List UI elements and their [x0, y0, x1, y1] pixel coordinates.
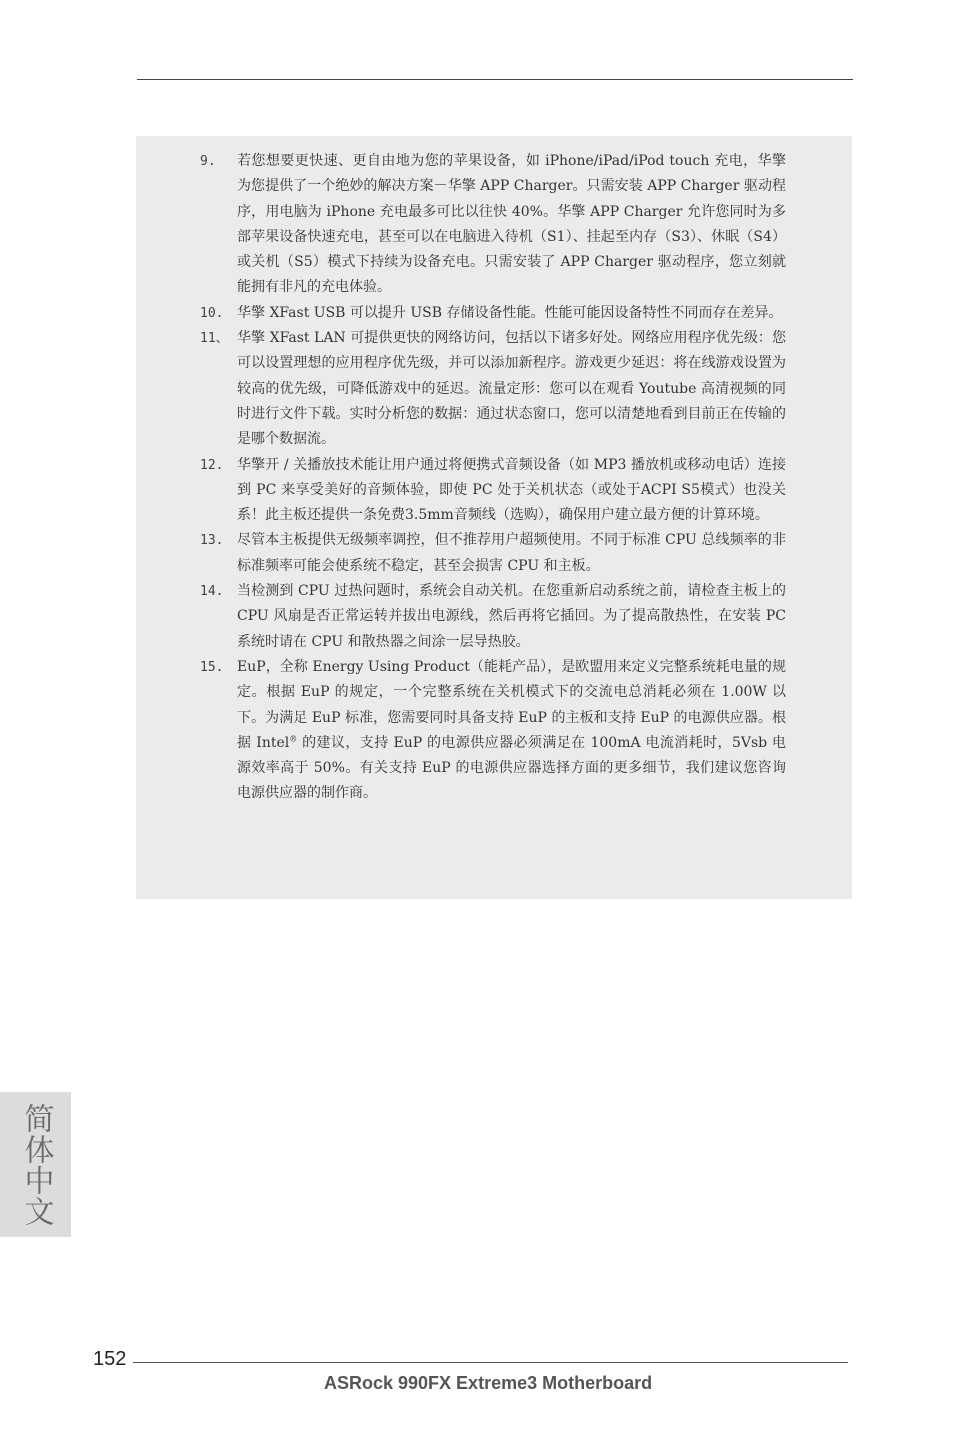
footer-title: ASRock 990FX Extreme3 Motherboard — [324, 1373, 653, 1393]
footer-rule — [133, 1362, 848, 1363]
note-number: 9. — [200, 154, 216, 169]
note-text: 尽管本主板提供无级频率调控，但不推荐用户超频使用。不同于标准 CPU 总线频率的非标准频率可能会使系统不稳定，甚至会损害 CPU 和主板。 — [237, 532, 786, 574]
header-rule — [137, 79, 853, 80]
registered-mark: ® — [289, 734, 298, 744]
note-item-14 — [200, 579, 786, 655]
note-number: 15. — [200, 659, 224, 675]
notes-list — [200, 149, 786, 807]
note-text-part: EuP，全称 Energy Using Product（能耗产品），是欧盟用来定义完整系统耗电量的规定。根据 EuP 的规定，一个完整系统在关机模式下的交流电总消耗必须在 1.00W 以下。为满足 EuP 标准，您需要同时具备支持 EuP 的主板和支持 EuP 的电源供应器。根据 Intel — [237, 658, 786, 751]
note-number: 11、 — [200, 331, 229, 347]
note-item-13 — [200, 528, 786, 579]
note-number: 12. — [200, 457, 224, 473]
note-item-15 — [200, 655, 786, 807]
language-tab-label: 简体中文 — [18, 1102, 54, 1227]
page-number: 152 — [93, 1348, 127, 1370]
note-item-12 — [200, 453, 786, 529]
note-text: 华擎开 / 关播放技术能让用户通过将便携式音频设备（如 MP3 播放机或移动电话）连接到 PC 来享受美好的音频体验，即使 PC 处于关机状态（或处于ACPI S5模式）也没关系！此主板还提供一条免费3.5mm音频线（选购），确保用户建立最方便的计算环境。 — [237, 456, 786, 524]
note-number: 10. — [200, 305, 224, 321]
note-text: 华擎 XFast USB 可以提升 USB 存储设备性能。性能可能因设备特性不同而存在差异。 — [237, 304, 783, 321]
note-text — [237, 655, 786, 807]
note-item-9 — [200, 149, 786, 301]
note-text-part: 的建议，支持 EuP 的电源供应器必须满足在 100mA 电流消耗时，5Vsb 电源效率高于 50%。有关支持 EuP 的电源供应器选择方面的更多细节，我们建议您咨询电源供应器的制作商。 — [237, 734, 786, 802]
note-text: 若您想要更快速、更自由地为您的苹果设备，如 iPhone/iPad/iPod touch 充电，华擎为您提供了一个绝妙的解决方案－华擎 APP Charger。只需安装 APP Charger 驱动程序，用电脑为 iPhone 充电最多可比以往快 40%。华擎 APP Charger 允许您同时为多部苹果设备快速充电，甚至可以在电脑进入待机（S1）、挂起至内存（S3）、休眠（S4）或关机（S5）模式下持续为设备充电。只需安装了 APP Charger 驱动程序，您立刻就能拥有非凡的充电体验。 — [237, 153, 786, 296]
note-text: 当检测到 CPU 过热问题时，系统会自动关机。在您重新启动系统之前，请检查主板上的 CPU 风扇是否正常运转并拔出电源线，然后再将它插回。为了提高散热性，在安装 PC 系统时请在 CPU 和散热器之间涂一层导热胶。 — [237, 583, 786, 650]
note-number: 13. — [200, 533, 224, 549]
language-side-tab — [0, 1092, 71, 1237]
note-text: 华擎 XFast LAN 可提供更快的网络访问，包括以下诸多好处。网络应用程序优先级：您可以设置理想的应用程序优先级，并可以添加新程序。游戏更少延迟：将在线游戏设置为较高的优先级，可降低游戏中的延迟。流量定形：您可以在观看 Youtube 高清视频的同时进行文件下载。实时分析您的数据：通过状态窗口，您可以清楚地看到目前正在传输的是哪个数据流。 — [237, 330, 786, 448]
note-item-10 — [200, 301, 786, 326]
note-number: 14. — [200, 584, 224, 600]
note-item-11 — [200, 326, 786, 452]
